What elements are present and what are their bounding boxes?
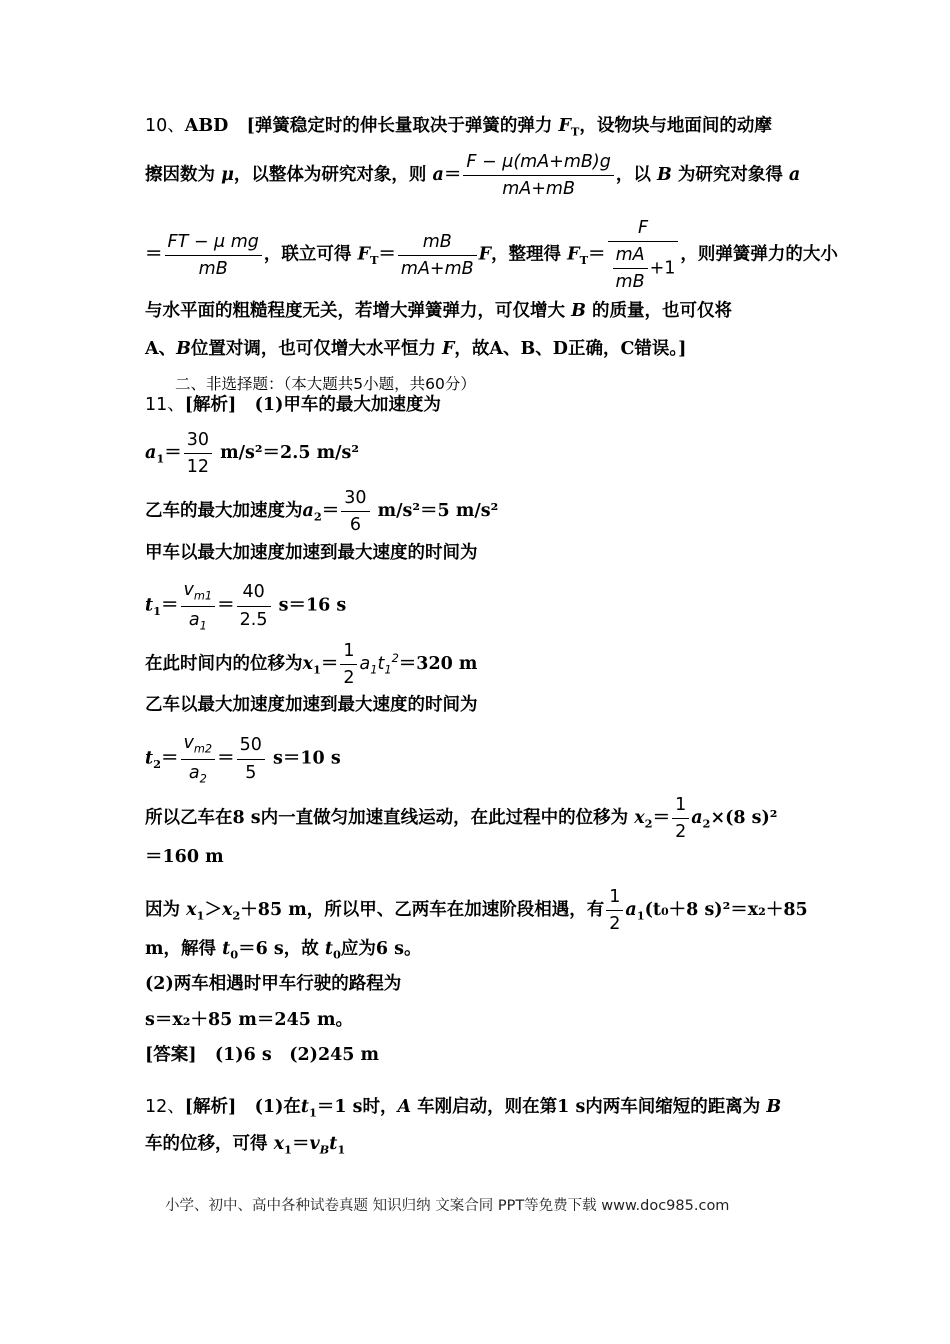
section-heading: 二、非选择题：（本大题共5小题，共60分） [175,375,476,393]
q10-fraction-1: $\frac{F - \mu(mA+mB)g}{mA+mB}$ [463,152,614,199]
q11-line-t2: $t_2=$ $\frac{v_{m2}}{a_2}$ ＝ $\frac{50}{5}$ s＝10 s [145,733,341,786]
q11-line-10: ＝160 m [145,847,224,867]
q11-fraction-t2: $\frac{50}{5}$ [237,735,265,782]
q12-line-1: 12、[解析] (1)在$t_1=1$ s时，A 车刚启动，则在第1 s内两车间缩短的距离为 B [145,1097,782,1120]
q11-line-a1: $a_1=$ $\frac{30}{12}$ m/s²＝2.5 m/s² [145,430,360,478]
q11-line-t1: $t_1=$ $\frac{v_{m1}}{a_1}$ ＝ $\frac{40}{2.5}$ s＝16 s [145,580,347,633]
q11-line-1: 11、[解析] (1)甲车的最大加速度为 [145,395,441,415]
q11-line-7: 乙车以最大加速度加速到最大速度的时间为 [145,695,478,715]
q11-line-x1: 在此时间内的位移为$x_1=$ $\frac{1}{2}$ $a_1t_1^2=320$ m [145,641,478,689]
q11-line-a2: 乙车的最大加速度为$a_2=$ $\frac{30}{6}$ m/s²＝5 m/s² [145,488,499,536]
q10-number: 10、 [145,116,185,136]
q11-fraction-a2: $\frac{30}{6}$ [341,488,369,535]
q10-fraction-3: $\frac{mB}{mA+mB}$ [398,232,477,279]
q10-fraction-4: F $\frac{mA}{mB}$ +1 [608,218,679,292]
q11-line-12: m，解得 $t_0=6$ s，故 $t_0$应为6 s。 [145,939,422,962]
q11-fraction-t1: $\frac{40}{2.5}$ [237,582,271,629]
q10-line-2: 擦因数为 μ，以整体为研究对象，则 a＝ $\frac{F - \mu(mA+mB)g}{mA+mB}$ ，以 B 为研究对象得 a [145,152,801,200]
q11-line-14: s＝x₂＋85 m＝245 m。 [145,1010,354,1030]
q10-line-4: 与水平面的粗糙程度无关，若增大弹簧弹力，可仅增大 B 的质量，也可仅将 [145,301,732,321]
q12-line-2: 车的位移，可得 $x_1=v_Bt_1$ [145,1134,346,1157]
q10-line-3: ＝ $\frac{\text{FT − μ mg}}{mB}$ ，联立可得 $F_T=$ $\frac{mB}{mA+mB}$ F，整理得 $F_T=$ F $\frac{mA}{mB}$ +1 ，则弹簧弹力的大小 [145,218,838,293]
q11-answer-line: [答案] (1)6 s (2)245 m [145,1045,380,1065]
q10-answer: ABD [184,116,229,136]
q10-line-5: A、B位置对调，也可仅增大水平恒力 F，故A、B、D正确，C错误。] [145,339,687,359]
q11-line-11: 因为 $x_1>x_2+85$ m，所以甲、乙两车在加速阶段相遇，有 $\frac{1}{2}$ $a_1(t_0+8$ s)²＝x₂＋85 [145,887,808,935]
q11-line-x2: 所以乙车在8 s内一直做匀加速直线运动，在此过程中的位移为 $x_2=$ $\frac{1}{2}$ $a_2\times(8$ s)² [145,795,778,843]
q10-fraction-2: $\frac{\text{FT − μ mg}}{mB}$ [165,232,262,279]
q11-line-13: (2)两车相遇时甲车行驶的路程为 [145,974,402,994]
page-footer: 小学、初中、高中各种试卷真题 知识归纳 文案合同 PPT等免费下载 www.doc985.com [165,1198,730,1214]
q11-line-4: 甲车以最大加速度加速到最大速度的时间为 [145,543,478,563]
q10-line-1: 10、ABD [弹簧稳定时的伸长量取决于弹簧的弹力 $F_T$，设物块与地面间的动摩 [145,116,772,139]
q11-fraction-a1: $\frac{30}{12}$ [184,430,212,477]
